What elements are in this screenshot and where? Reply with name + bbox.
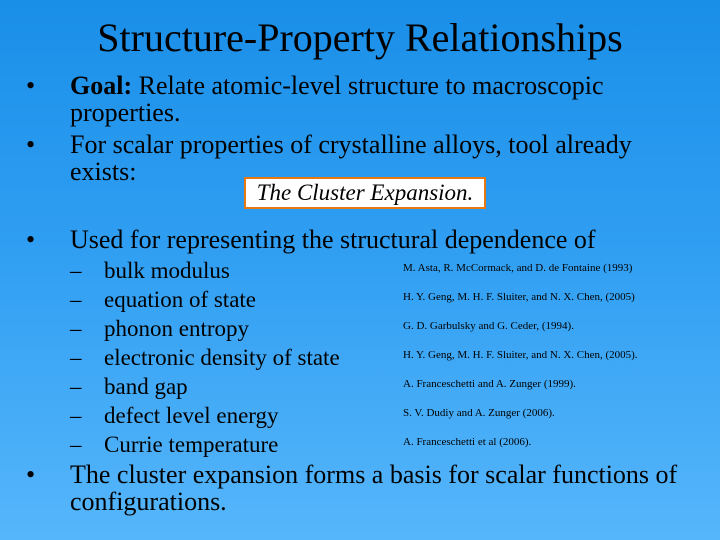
property-label: defect level energy xyxy=(104,403,279,428)
reference-item: H. Y. Geng, M. H. F. Sluiter, and N. X. Chen, (2005). xyxy=(403,349,638,361)
property-item xyxy=(70,256,380,285)
bullet-marker: • xyxy=(26,71,36,100)
property-item xyxy=(70,372,380,401)
property-item xyxy=(70,401,380,430)
conclusion-bullet xyxy=(26,461,706,515)
property-label: bulk modulus xyxy=(104,258,230,283)
reference-item: S. V. Dudiy and A. Zunger (2006). xyxy=(403,407,555,419)
slide-title: Structure-Property Relationships xyxy=(97,15,623,60)
dash-marker: – xyxy=(70,287,82,312)
property-label: band gap xyxy=(104,374,188,399)
dash-marker: – xyxy=(70,345,82,370)
goal-bullet xyxy=(26,72,686,126)
bullet-marker: • xyxy=(26,130,36,159)
property-item xyxy=(70,430,380,459)
property-item xyxy=(70,343,380,372)
property-label: electronic density of state xyxy=(104,345,340,370)
property-label: equation of state xyxy=(104,287,257,312)
scalar-text: For scalar properties of crystalline alloys, tool already exists: xyxy=(70,130,632,186)
property-list xyxy=(70,256,380,459)
used-for-text: Used for representing the structural dependence of xyxy=(70,225,596,254)
dash-marker: – xyxy=(70,316,82,341)
conclusion-text: The cluster expansion forms a basis for scalar functions of configurations. xyxy=(70,460,678,516)
property-label: Currie temperature xyxy=(104,432,279,457)
reference-item: G. D. Garbulsky and G. Ceder, (1994). xyxy=(403,320,574,332)
goal-label: Goal: xyxy=(70,71,133,100)
used-for-bullet xyxy=(26,226,696,253)
dash-marker: – xyxy=(70,403,82,428)
dash-marker: – xyxy=(70,432,82,457)
property-item xyxy=(70,314,380,343)
cluster-expansion-highlight: The Cluster Expansion. xyxy=(244,177,486,209)
goal-body: Relate atomic-level structure to macroscopic properties. xyxy=(70,71,604,127)
property-item xyxy=(70,285,380,314)
goal-text xyxy=(70,72,686,126)
bullet-marker: • xyxy=(26,460,36,489)
reference-item: M. Asta, R. McCormack, and D. de Fontaine (1993) xyxy=(403,262,633,274)
dash-marker: – xyxy=(70,374,82,399)
property-label: phonon entropy xyxy=(104,316,250,341)
dash-marker: – xyxy=(70,258,82,283)
bullet-marker: • xyxy=(26,225,36,254)
reference-item: A. Franceschetti and A. Zunger (1999). xyxy=(403,378,576,390)
reference-item: A. Franceschetti et al (2006). xyxy=(403,436,532,448)
reference-list xyxy=(403,256,713,459)
reference-item: H. Y. Geng, M. H. F. Sluiter, and N. X. Chen, (2005) xyxy=(403,291,635,303)
